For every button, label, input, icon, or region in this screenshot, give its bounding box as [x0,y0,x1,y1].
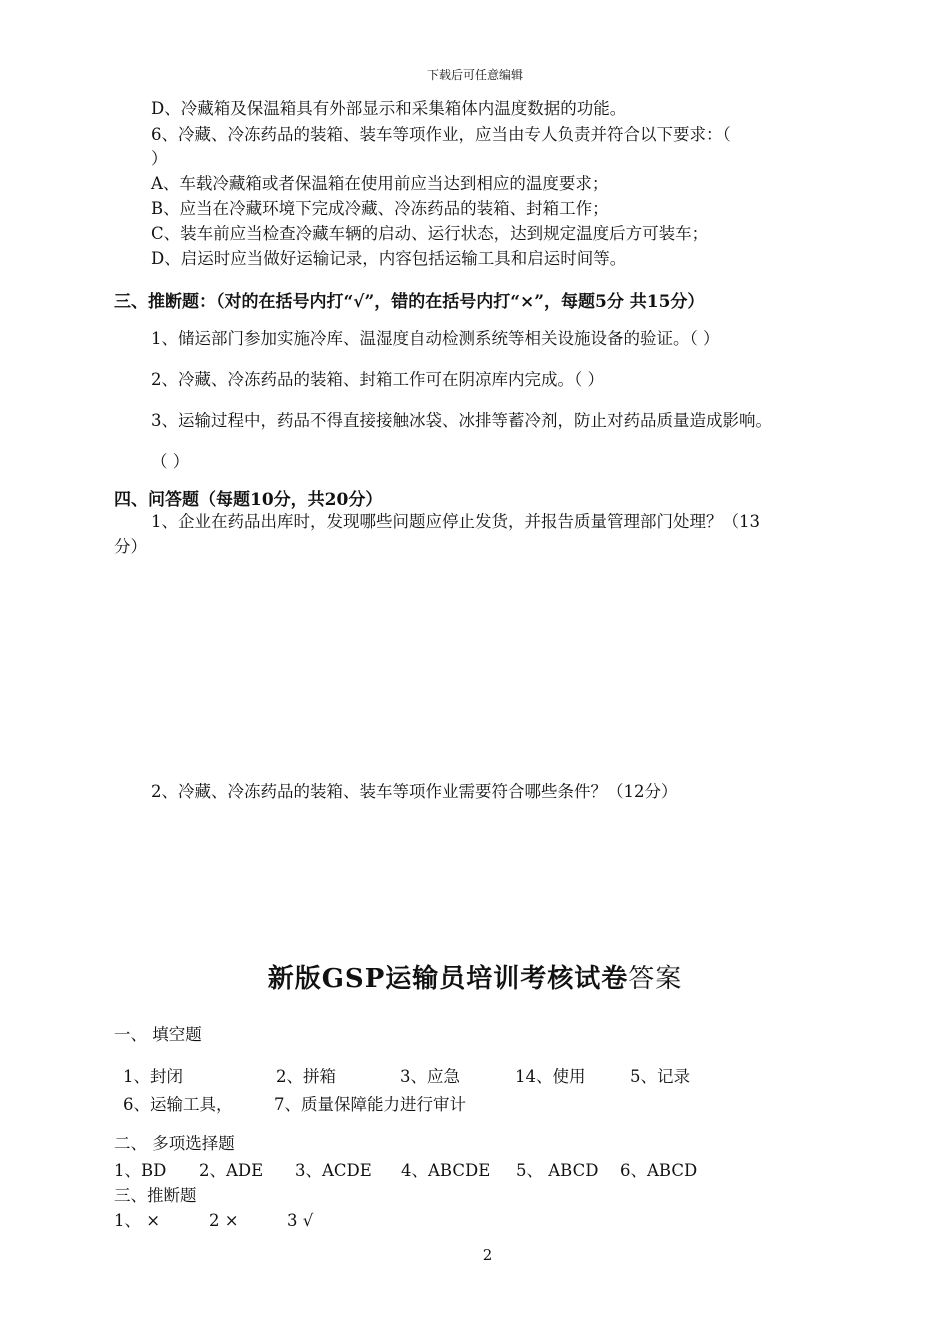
answer-title-bold: 新版GSP运输员培训考核试卷 [267,964,629,994]
answer-item: 1、BD [114,1161,167,1180]
answer-s1-heading: 一、 填空题 [114,1025,202,1044]
answer-title [0,958,950,995]
section3-heading: 三、推断题：（对的在括号内打“√”，错的在括号内打“×”，每题5分 共15分） [114,292,705,312]
section3-item-1: 1、储运部门参加实施冷库、温湿度自动检测系统等相关设施设备的验证。（ ） [151,329,720,348]
section4-q1-tail: 分） [114,537,147,556]
answer-title-normal: 答案 [628,964,683,994]
answer-item: 7、质量保障能力进行审计 [274,1095,466,1114]
page-number: 2 [482,1246,493,1264]
answer-item: 1、封闭 [123,1067,183,1086]
answer-item: 2、ADE [199,1161,264,1180]
q6-option-c: C、装车前应当检查冷藏车辆的启动、运行状态，达到规定温度后方可装车； [151,224,709,243]
q6-option-d: D、启运时应当做好运输记录，内容包括运输工具和启运时间等。 [151,249,627,268]
answer-item: 3、应急 [400,1067,460,1086]
answer-item: 1、 × [114,1211,161,1230]
answer-item: 5、 ABCD [516,1161,599,1180]
answer-item: 2 × [209,1211,239,1230]
page-header: 下载后可任意编辑 [426,68,523,82]
section3-item-3: 3、运输过程中，药品不得直接接触冰袋、冰排等蓄冷剂，防止对药品质量造成影响。 [151,411,772,430]
q6-option-a: A、车载冷藏箱或者保温箱在使用前应当达到相应的温度要求； [151,174,609,193]
answer-item: 3 √ [287,1211,314,1230]
q6-option-b: B、应当在冷藏环境下完成冷藏、冷冻药品的装箱、封箱工作； [151,199,609,218]
option-d-prev: D、冷藏箱及保温箱具有外部显示和采集箱体内温度数据的功能。 [151,99,627,118]
section4-heading: 四、问答题（每题10分，共20分） [114,490,383,510]
answer-item: 5、记录 [630,1067,690,1086]
section4-q2: 2、冷藏、冷冻药品的装箱、装车等项作业需要符合哪些条件？（12分） [151,782,678,801]
answer-item: 14、使用 [515,1067,586,1086]
answer-item: 6、ABCD [620,1161,698,1180]
q6-stem: 6、冷藏、冷冻药品的装箱、装车等项作业，应当由专人负责并符合以下要求：（ [151,125,731,144]
answer-item: 6、运输工具， [123,1095,233,1114]
answer-item: 4、ABCDE [401,1161,491,1180]
q6-stem-tail: ） [151,149,168,168]
answer-item: 3、ACDE [295,1161,372,1180]
section3-item-3-blank: （ ） [151,452,190,471]
answer-s3-heading: 三、推断题 [114,1186,197,1205]
answer-item: 2、拼箱 [276,1067,336,1086]
section3-item-2: 2、冷藏、冷冻药品的装箱、封箱工作可在阴凉库内完成。（ ） [151,370,604,389]
answer-s2-heading: 二、 多项选择题 [114,1134,235,1153]
section4-q1: 1、企业在药品出库时，发现哪些问题应停止发货，并报告质量管理部门处理？（13 [151,512,760,531]
